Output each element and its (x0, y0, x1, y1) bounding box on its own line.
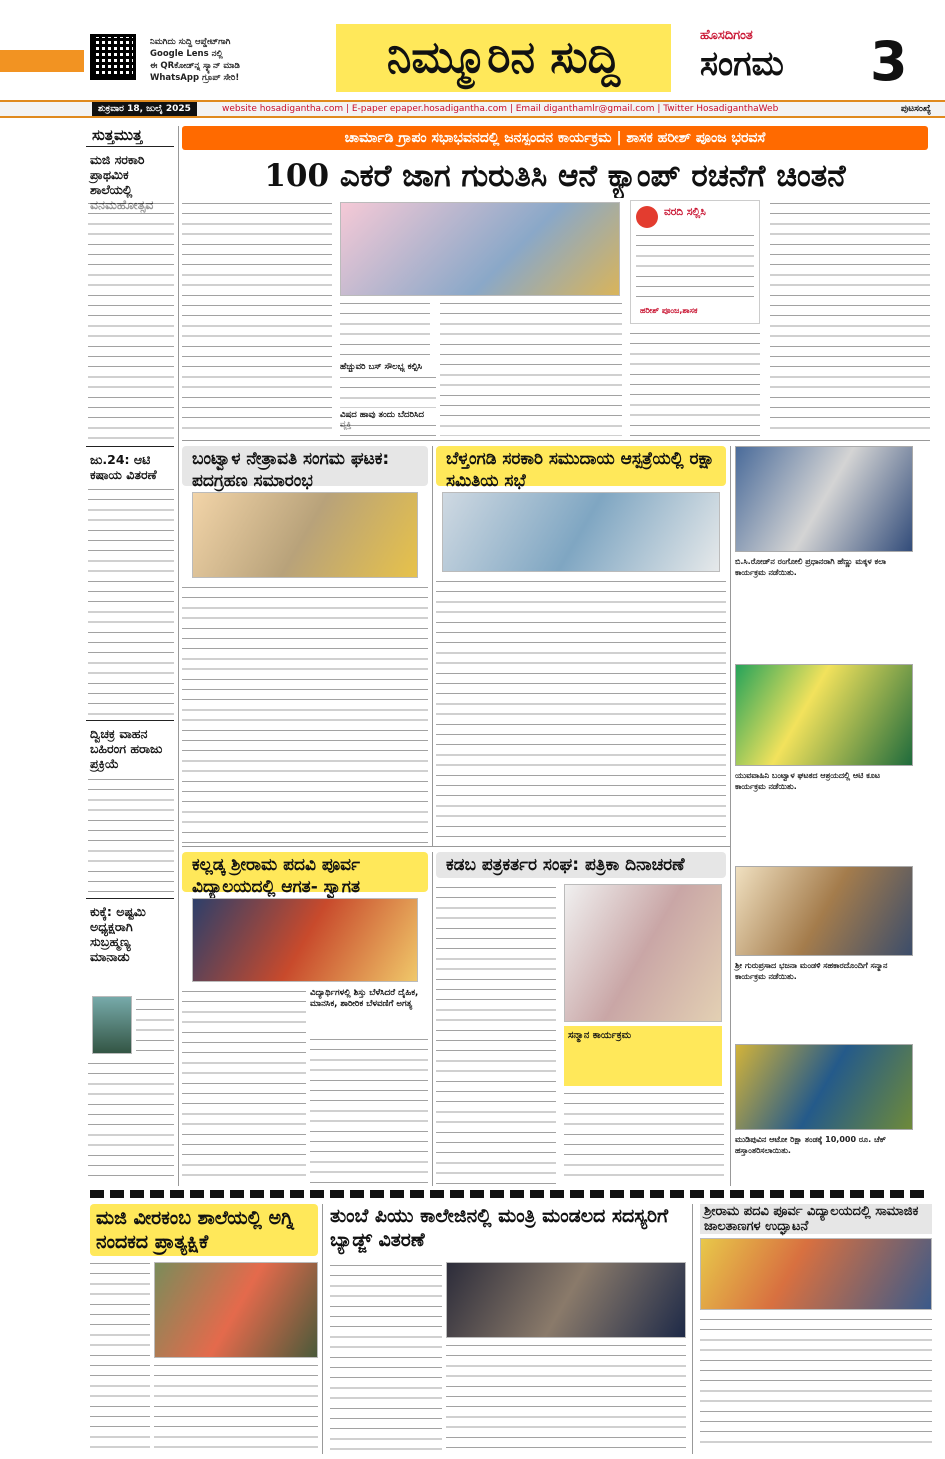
sidebar-article-body (136, 996, 174, 1054)
qr-instructions (150, 36, 320, 84)
sidebar-article-body (88, 200, 174, 440)
masthead-accent-tab (0, 50, 84, 72)
column-rule (692, 1204, 693, 1454)
story-body (90, 1260, 150, 1450)
news-photo (735, 866, 913, 956)
story-body (182, 988, 306, 1184)
issue-date: ಶುಕ್ರವಾರ 18, ಜುಲೈ 2025 (92, 102, 197, 116)
lead-body (630, 330, 760, 436)
story-body (446, 1342, 686, 1450)
section-name: ಸಂಗಮ (700, 44, 784, 84)
photo-caption: ಯುವವಾಹಿನಿ ಬಂಟ್ವಾಳ ಘಟಕದ ಆಶ್ರಯದಲ್ಲಿ ಆಟಿ ಕೂಟ ಕಾರ್ಯಕ್ರಮ ನಡೆಯಿತು. (735, 771, 881, 791)
brand-logo: ಹೊಸದಿಗಂತ (700, 28, 753, 43)
photo-caption: ಶ್ರೀ ಗುರುಪ್ರಸಾದ ಭಜನಾ ಮಂಡಳಿ ಸಹಕಾರದೊಂದಿಗೆ ಸನ್ಮಾನ ಕಾರ್ಯಕ್ರಮ ನಡೆಯಿತು. (735, 961, 888, 981)
story-photo (442, 492, 720, 572)
lead-body (182, 200, 332, 436)
dateline (0, 100, 945, 118)
divider (86, 146, 174, 147)
column-rule (730, 446, 731, 1186)
sidebar-headline: ಕುಕ್ಕೆ: ಅಷ್ಟಮಿ ಅಧ್ಯಕ್ಷರಾಗಿ ಸುಬ್ರಹ್ಮಣ್ಯ ಮಾನಾಡು (90, 904, 146, 964)
divider (86, 898, 174, 899)
story-body (564, 1090, 724, 1184)
story-headline: ಬಂಟ್ವಾಳ ನೇತ್ರಾವತಿ ಸಂಗಮ ಘಟಕ: ಪದಗ್ರಹಣ ಸಮಾರಂಭ (182, 446, 428, 486)
story-body (700, 1316, 932, 1450)
sidebar-headline: ಮಜಿ ಸರಕಾರಿ ಪ್ರಾಥಮಿಕ ಶಾಲೆಯಲ್ಲಿ (90, 152, 145, 197)
story-photo (192, 492, 418, 578)
sidebar-article-body (88, 486, 174, 716)
bottom-story-headline: ಮಜಿ ವೀರಕಂಬ ಶಾಲೆಯಲ್ಲಿ ಅಗ್ನಿ ನಂದಕದ ಪ್ರಾತ್ಯಕ್ಷಿಕೆ (90, 1204, 318, 1256)
masthead-title: ನಿಮ್ಮೂರಿನ ಸುದ್ದಿ (336, 24, 671, 92)
contact-links[interactable]: website hosadigantha.com | E-paper epaper.hosadigantha.com | Email diganthamlr@gmail.com | Twitter HosadiganthaWeb (222, 104, 779, 114)
news-photo (735, 446, 913, 552)
quote-title: ವರದಿ ಸಲ್ಲಿಸಿ (664, 206, 706, 218)
story-headline: ಬೆಳ್ತಂಗಡಿ ಸರಕಾರಿ ಸಮುದಾಯ ಆಸ್ಪತ್ರೆಯಲ್ಲಿ ರಕ್ಷಾ ಸಮಿತಿಯ ಸಭೆ (436, 446, 726, 486)
story-photo (154, 1262, 318, 1358)
bottom-story-headline: ಶ್ರೀರಾಮ ಪದವಿ ಪೂರ್ವ ವಿದ್ಯಾಲಯದಲ್ಲಿ ಸಾಮಾಜಿಕ ಜಾಲತಾಣಗಳ ಉದ್ಘಾಟನೆ (700, 1204, 932, 1234)
qr-code-icon (90, 34, 136, 80)
photo-caption: ಬಿ.ಸಿ.ರೋಡ್‌ನ ರಂಗೋಲಿ ಪ್ರಧಾನರಾಗಿ ಹೆಣ್ಣು ಮಕ್ಕಳ ಕಲಾ ಕಾರ್ಯಕ್ರಮ ನಡೆಯಿತು. (735, 557, 887, 577)
story-photo (446, 1262, 686, 1338)
column-title: ಸುತ್ತಮುತ್ತ (92, 126, 143, 144)
story-headline: ಕಡಬ ಪತ್ರಕರ್ತರ ಸಂಘ: ಪತ್ರಿಕಾ ದಿನಾಚರಣೆ (436, 852, 726, 878)
qr-line: WhatsApp ಗ್ರೂಪ್ ಸೇರಿ! (150, 73, 240, 83)
story-photo (564, 884, 722, 1022)
lead-subhead: ವಿಷದ ಹಾವು ತಂದು ಬೆದರಿಸಿದ (340, 410, 425, 420)
news-photo (735, 664, 913, 766)
lead-body (340, 300, 430, 360)
sidebar-headline: ಜು.24: ಆಟಿ ಕಷಾಯ ವಿತರಣೆ (90, 452, 157, 482)
story-body (436, 884, 556, 1184)
award-box (564, 1026, 722, 1086)
story-body (182, 584, 428, 844)
page-label: ಪುಟಸಂಖ್ಯೆ (900, 104, 931, 114)
person-photo (92, 996, 132, 1054)
quote-icon (636, 206, 658, 228)
story-subhead: ವಿದ್ಯಾರ್ಥಿಗಳಲ್ಲಿ ಶಿಸ್ತು ಬೆಳೆಸಿದರೆ ದೈಹಿಕ, ಮಾನಸಿಕ, ಶಾರೀರಿಕ ಬೆಳವಣಿಗೆ ಅಗತ್ಯ (310, 988, 419, 1009)
qr-line: ಈ QRಕೋಡ್‌ನ್ನ ಸ್ಕ್ಯಾನ್ ಮಾಡಿ (150, 61, 240, 71)
divider (182, 440, 930, 441)
divider (86, 720, 174, 721)
qr-line: Google Lens ನಲ್ಲಿ (150, 49, 223, 59)
column-rule (432, 446, 433, 846)
sidebar-article-body (88, 1060, 174, 1180)
lead-body (340, 422, 436, 436)
lead-kicker: ಚಾರ್ಮಾಡಿ ಗ್ರಾಪಂ ಸಭಾಭವನದಲ್ಲಿ ಜನಸ್ಪಂದನ ಕಾರ್ಯಕ್ರಮ | ಶಾಸಕ ಹರೀಶ್ ಪೂಂಜ ಭರವಸೆ (182, 126, 928, 150)
quote-body (636, 232, 754, 302)
story-photo (192, 898, 418, 982)
divider (86, 446, 174, 447)
lead-subhead: ಹೆಚ್ಚುವರಿ ಬಸ್ ಸೌಲಭ್ಯ ಕಲ್ಪಿಸಿ (340, 362, 422, 372)
news-photo (735, 1044, 913, 1130)
page-number: 3 (870, 30, 908, 93)
column-rule (432, 852, 433, 1186)
photo-caption: ಮುಡಿಪುವಿನ ಆಟೋ ರಿಕ್ಷಾ ತಂಡಕ್ಕೆ 10,000 ರೂ. ಚೆಕ್ ಹಸ್ತಾಂತರಿಸಲಾಯಿತು. (735, 1135, 886, 1155)
story-body (436, 578, 726, 844)
lead-body (440, 300, 622, 436)
story-body (310, 1036, 428, 1184)
column-rule (322, 1204, 323, 1454)
divider (182, 846, 730, 847)
sidebar-headline: ದ್ವಿಚಕ್ರ ವಾಹನ ಬಹಿರಂಗ ಹರಾಜು ಪ್ರಕ್ರಿಯೆ (90, 726, 163, 771)
award-box-title: ಸನ್ಮಾನ ಕಾರ್ಯಕ್ರಮ (568, 1030, 632, 1041)
quote-byline: ಹರೀಶ್ ಪೂಂಜ,ಶಾಸಕ (640, 306, 698, 315)
story-photo (700, 1238, 932, 1310)
story-body (330, 1262, 442, 1450)
section-stripe (90, 1190, 930, 1198)
sidebar-article-body (88, 776, 174, 894)
story-body (154, 1362, 318, 1450)
lead-body (340, 374, 436, 408)
brand-block (690, 28, 930, 94)
story-headline: ಕಲ್ಲಡ್ಕ ಶ್ರೀರಾಮ ಪದವಿ ಪೂರ್ವ ವಿದ್ಯಾಲಯದಲ್ಲಿ ಆಗತ- ಸ್ವಾಗತ (182, 852, 428, 892)
bottom-story-headline: ತುಂಬೆ ಪಿಯು ಕಾಲೇಜಿನಲ್ಲಿ ಮಂತ್ರಿ ಮಂಡಲದ ಸದಸ್ಯರಿಗೆ ಬ್ಯಾಡ್ಜ್ ವಿತರಣೆ (330, 1205, 669, 1251)
lead-headline: 100 ಎಕರೆ ಜಾಗ ಗುರುತಿಸಿ ಆನೆ ಕ್ಯಾಂಪ್ ರಚನೆಗೆ ಚಿಂತನೆ (264, 158, 846, 194)
qr-line: ನಿಮಗಿದು ಸುದ್ದಿ ಆಪ್ಡೇಟ್‌ಗಾಗಿ (150, 37, 231, 47)
column-rule (178, 126, 179, 1186)
lead-body (770, 200, 930, 436)
lead-photo (340, 202, 620, 296)
